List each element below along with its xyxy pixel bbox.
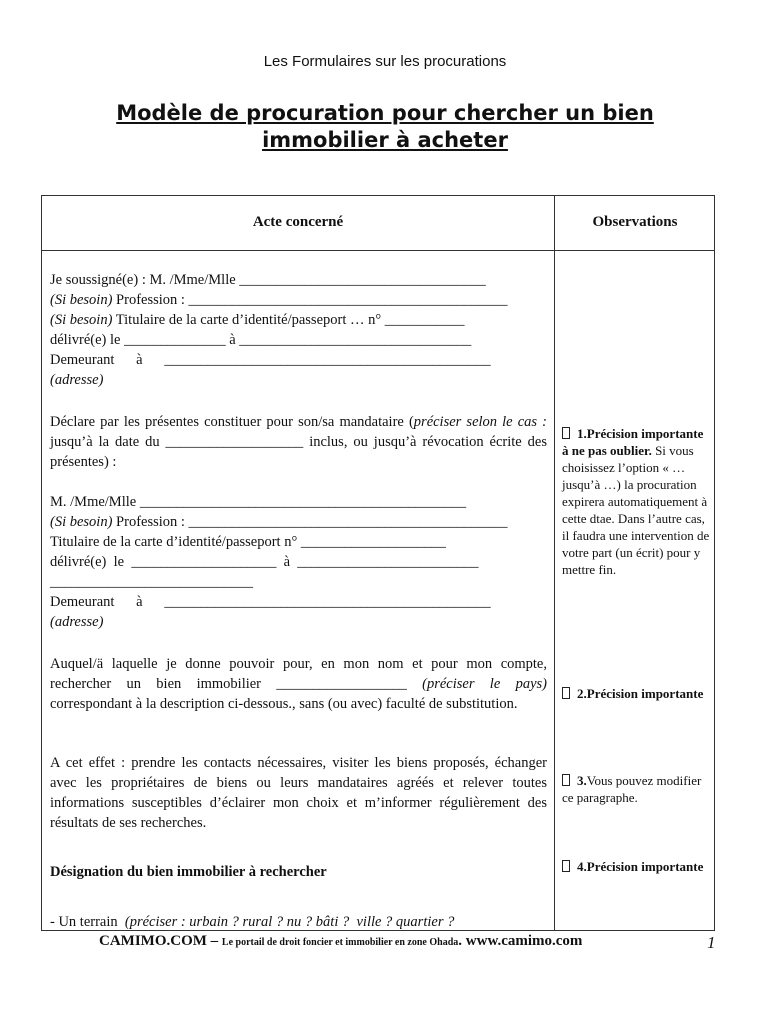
terrain-precision: (préciser : urbain ? rural ? nu ? bâti ? ville ? quartier ? <box>124 914 455 930</box>
checkbox-icon <box>562 687 570 699</box>
pouvoir-text-a: Auquel/ä laquelle je donne pouvoir pour, en mon nom et pour mon compte, rechercher un bien immobilier __________________ <box>50 656 547 692</box>
footer-url[interactable]: . www.camimo.com <box>458 933 583 949</box>
pouvoir-paragraph <box>50 654 547 714</box>
column-header-acte: Acte concerné <box>252 214 344 230</box>
declaration-text-a: Déclare par les présentes constituer pour son/sa mandataire ( <box>50 414 414 430</box>
profession-field: Profession : ____________________________________________ <box>112 514 508 530</box>
checkbox-icon <box>562 427 570 439</box>
page-header: Les Formulaires sur les procurations <box>263 53 507 70</box>
terrain-label: - Un terrain <box>50 914 125 930</box>
column-divider <box>554 196 555 930</box>
mandant-delivery-line: délivré(e) le ______________ à ________________________________ <box>50 332 472 348</box>
si-besoin-label: (Si besoin) <box>50 312 113 328</box>
effet-text: A cet effet : prendre les contacts nécessaires, visiter les biens proposés, échanger avec les propriétaires de biens ou leurs mandataires agréés et relever toutes informations susceptibles d’éclairer mon choix et m’informer régulièrement des résultats de ses recherches. <box>50 755 547 831</box>
mandant-id-line <box>50 310 547 330</box>
header-divider <box>42 250 714 251</box>
adresse-label: (adresse) <box>50 372 104 388</box>
footer-brand: CAMIMO.COM – <box>99 933 222 949</box>
declaration-paragraph <box>50 412 547 472</box>
observation-2-title: 2.Précision importante <box>577 686 704 701</box>
mandataire-name-line: M. /Mme/Mlle _____________________________________________ <box>50 494 467 510</box>
designation-heading: Désignation du bien immobilier à rechercher <box>50 864 327 880</box>
observation-1-title: 1.Précision importante à ne pas oublier. <box>562 426 704 458</box>
document-title: Modèle de procuration pour chercher un bien immobilier à acheter <box>116 101 654 152</box>
mandataire-blank-line: ____________________________ <box>50 574 253 590</box>
mandant-profession-line <box>50 290 547 310</box>
pouvoir-text <box>50 654 547 714</box>
declaration-text-c: jusqu’à la date du ___________________ inclus, ou jusqu’à révocation écrite des présentes) : <box>50 434 547 470</box>
mandataire-delivery-line: délivré(e) le ____________________ à _________________________ <box>50 554 479 570</box>
terrain-line <box>50 912 547 931</box>
footer-tagline: Le portail de droit foncier et immobilier en zone Ohada <box>221 937 459 948</box>
observation-2 <box>562 685 710 702</box>
checkbox-icon <box>562 860 570 872</box>
checkbox-icon <box>562 774 570 786</box>
observation-4-title: 4.Précision importante <box>577 859 704 874</box>
column-header-observations: Observations <box>592 214 678 230</box>
observation-1 <box>562 425 710 578</box>
footer-text <box>99 933 582 950</box>
declaration-text-b: préciser selon le cas : <box>413 414 547 430</box>
page-number: 1 <box>707 933 716 952</box>
adresse-label: (adresse) <box>50 614 104 630</box>
effet-paragraph <box>50 753 547 833</box>
mandataire-profession-line <box>50 512 547 532</box>
mandataire-address-line: Demeurant à _____________________________________________ <box>50 594 491 610</box>
pouvoir-text-c: correspondant à la description ci-dessous., sans (ou avec) faculté de substitution. <box>50 696 518 712</box>
observation-4 <box>562 858 710 875</box>
declaration-text <box>50 412 547 472</box>
mandataire-id-line: Titulaire de la carte d’identité/passeport n° ____________________ <box>50 534 446 550</box>
observation-3 <box>562 772 710 806</box>
terrain-text <box>50 912 547 931</box>
observation-1-text: Si vous choisissez l’option « … jusqu’à …) la procuration expirera automatiquement à cette dtae. Dans l’autre cas, il faudra une intervention de votre part (un écrit) pour y mettre fin. <box>562 443 710 577</box>
mandant-address-line: Demeurant à _____________________________________________ <box>50 352 491 368</box>
si-besoin-label: (Si besoin) <box>50 292 113 308</box>
profession-field: Profession : ____________________________________________ <box>112 292 508 308</box>
mandant-block <box>50 270 547 390</box>
observation-3-text: Vous pouvez modifier ce paragraphe. <box>562 773 702 805</box>
procuration-table <box>41 195 715 931</box>
si-besoin-label: (Si besoin) <box>50 514 113 530</box>
mandant-name-line: Je soussigné(e) : M. /Mme/Mlle __________________________________ <box>50 272 486 288</box>
pouvoir-text-b: (préciser le pays) <box>422 676 547 692</box>
mandataire-block <box>50 492 547 632</box>
id-field: Titulaire de la carte d’identité/passeport … n° ___________ <box>112 312 465 328</box>
observation-3-number: 3. <box>577 773 587 788</box>
